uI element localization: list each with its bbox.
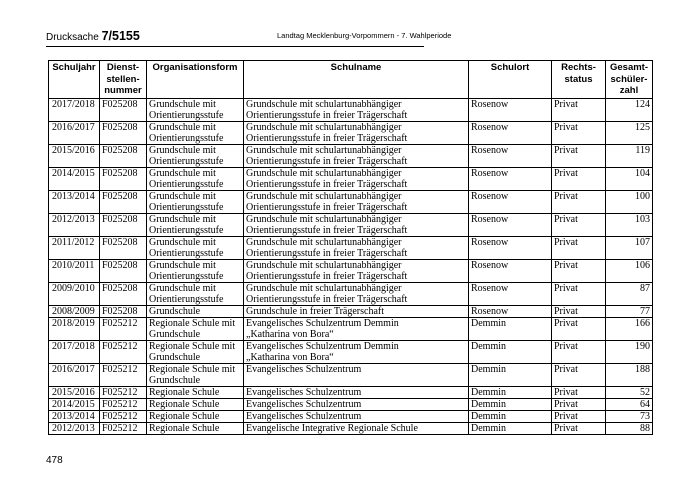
cell-schulort: Demmin [469, 410, 552, 422]
cell-schuljahr: 2015/2016 [49, 386, 100, 398]
cell-gesamtschuelerzahl: 77 [606, 305, 653, 317]
cell-rechtsstatus: Privat [552, 410, 606, 422]
cell-schulname: Evangelische Integrative Regionale Schule [244, 422, 469, 434]
cell-rechtsstatus: Privat [552, 340, 606, 363]
cell-schulname: Grundschule mit schulartunabhängiger Orientierungsstufe in freier Trägerschaft [244, 213, 469, 236]
cell-gesamtschuelerzahl: 73 [606, 410, 653, 422]
cell-rechtsstatus: Privat [552, 213, 606, 236]
table-row [49, 98, 653, 121]
cell-rechtsstatus: Privat [552, 236, 606, 259]
cell-schulname: Evangelisches Schulzentrum [244, 386, 469, 398]
cell-schuljahr: 2013/2014 [49, 190, 100, 213]
cell-schulort: Demmin [469, 363, 552, 386]
table-row [49, 410, 653, 422]
cell-organisationsform: Grundschule mit Orientierungsstufe [147, 167, 244, 190]
table-row [49, 190, 653, 213]
cell-organisationsform: Regionale Schule mit Grundschule [147, 317, 244, 340]
cell-dienststellennummer: F025212 [100, 386, 147, 398]
col-header-schulort: Schulort [469, 61, 552, 99]
cell-rechtsstatus: Privat [552, 259, 606, 282]
cell-schulort: Rosenow [469, 121, 552, 144]
table-row [49, 363, 653, 386]
col-header-schuljahr: Schuljahr [49, 61, 100, 99]
cell-gesamtschuelerzahl: 125 [606, 121, 653, 144]
table-header-row [49, 61, 653, 99]
cell-schulort: Rosenow [469, 98, 552, 121]
cell-schulname: Grundschule mit schulartunabhängiger Orientierungsstufe in freier Trägerschaft [244, 144, 469, 167]
cell-rechtsstatus: Privat [552, 422, 606, 434]
cell-gesamtschuelerzahl: 100 [606, 190, 653, 213]
cell-organisationsform: Grundschule [147, 305, 244, 317]
table-row [49, 213, 653, 236]
cell-organisationsform: Grundschule mit Orientierungsstufe [147, 98, 244, 121]
cell-schulort: Rosenow [469, 167, 552, 190]
cell-organisationsform: Regionale Schule mit Grundschule [147, 363, 244, 386]
cell-schuljahr: 2012/2013 [49, 422, 100, 434]
col-header-schulname: Schulname [244, 61, 469, 99]
document-reference [46, 29, 140, 43]
cell-gesamtschuelerzahl: 107 [606, 236, 653, 259]
cell-schuljahr: 2012/2013 [49, 213, 100, 236]
table-row [49, 398, 653, 410]
table-row [49, 167, 653, 190]
col-header-organisationsform: Organisationsform [147, 61, 244, 99]
cell-rechtsstatus: Privat [552, 121, 606, 144]
cell-schulort: Rosenow [469, 213, 552, 236]
cell-dienststellennummer: F025208 [100, 144, 147, 167]
table-body [49, 98, 653, 434]
table-row [49, 305, 653, 317]
cell-schulname: Evangelisches Schulzentrum [244, 398, 469, 410]
cell-schulname: Grundschule mit schulartunabhängiger Orientierungsstufe in freier Trägerschaft [244, 98, 469, 121]
cell-gesamtschuelerzahl: 52 [606, 386, 653, 398]
cell-rechtsstatus: Privat [552, 386, 606, 398]
cell-dienststellennummer: F025208 [100, 121, 147, 144]
cell-organisationsform: Regionale Schule [147, 410, 244, 422]
cell-schulname: Evangelisches Schulzentrum Demmin „Katharina von Bora“ [244, 317, 469, 340]
col-header-rechtsstatus: Rechts- status [552, 61, 606, 99]
cell-organisationsform: Grundschule mit Orientierungsstufe [147, 121, 244, 144]
cell-schuljahr: 2014/2015 [49, 167, 100, 190]
col-header-dienststellennummer: Dienst- stellen- nummer [100, 61, 147, 99]
cell-dienststellennummer: F025208 [100, 98, 147, 121]
cell-rechtsstatus: Privat [552, 305, 606, 317]
cell-dienststellennummer: F025208 [100, 282, 147, 305]
cell-rechtsstatus: Privat [552, 190, 606, 213]
cell-gesamtschuelerzahl: 166 [606, 317, 653, 340]
table-row [49, 121, 653, 144]
cell-schuljahr: 2016/2017 [49, 363, 100, 386]
cell-dienststellennummer: F025208 [100, 213, 147, 236]
cell-schulort: Rosenow [469, 259, 552, 282]
cell-rechtsstatus: Privat [552, 398, 606, 410]
cell-schulname: Grundschule in freier Trägerschaft [244, 305, 469, 317]
cell-dienststellennummer: F025212 [100, 398, 147, 410]
cell-schulort: Demmin [469, 398, 552, 410]
cell-dienststellennummer: F025208 [100, 167, 147, 190]
table-row [49, 386, 653, 398]
cell-organisationsform: Regionale Schule [147, 386, 244, 398]
cell-schulort: Rosenow [469, 144, 552, 167]
cell-schulname: Grundschule mit schulartunabhängiger Orientierungsstufe in freier Trägerschaft [244, 167, 469, 190]
cell-gesamtschuelerzahl: 119 [606, 144, 653, 167]
cell-schuljahr: 2008/2009 [49, 305, 100, 317]
cell-schulname: Grundschule mit schulartunabhängiger Orientierungsstufe in freier Trägerschaft [244, 121, 469, 144]
cell-organisationsform: Grundschule mit Orientierungsstufe [147, 213, 244, 236]
cell-schulort: Demmin [469, 317, 552, 340]
cell-schulort: Demmin [469, 422, 552, 434]
cell-organisationsform: Regionale Schule [147, 422, 244, 434]
cell-organisationsform: Regionale Schule [147, 398, 244, 410]
table-row [49, 144, 653, 167]
cell-schuljahr: 2017/2018 [49, 98, 100, 121]
cell-organisationsform: Grundschule mit Orientierungsstufe [147, 144, 244, 167]
table-row [49, 236, 653, 259]
cell-dienststellennummer: F025212 [100, 422, 147, 434]
cell-schulname: Evangelisches Schulzentrum [244, 410, 469, 422]
cell-rechtsstatus: Privat [552, 317, 606, 340]
cell-rechtsstatus: Privat [552, 144, 606, 167]
cell-schuljahr: 2010/2011 [49, 259, 100, 282]
cell-schulort: Demmin [469, 340, 552, 363]
cell-gesamtschuelerzahl: 188 [606, 363, 653, 386]
cell-gesamtschuelerzahl: 104 [606, 167, 653, 190]
cell-dienststellennummer: F025212 [100, 317, 147, 340]
cell-organisationsform: Grundschule mit Orientierungsstufe [147, 282, 244, 305]
cell-dienststellennummer: F025212 [100, 363, 147, 386]
cell-gesamtschuelerzahl: 87 [606, 282, 653, 305]
cell-organisationsform: Regionale Schule mit Grundschule [147, 340, 244, 363]
cell-schulname: Evangelisches Schulzentrum [244, 363, 469, 386]
cell-dienststellennummer: F025208 [100, 190, 147, 213]
cell-schulname: Grundschule mit schulartunabhängiger Orientierungsstufe in freier Trägerschaft [244, 282, 469, 305]
cell-schulname: Grundschule mit schulartunabhängiger Orientierungsstufe in freier Trägerschaft [244, 236, 469, 259]
table-row [49, 259, 653, 282]
cell-gesamtschuelerzahl: 106 [606, 259, 653, 282]
cell-schuljahr: 2016/2017 [49, 121, 100, 144]
cell-gesamtschuelerzahl: 124 [606, 98, 653, 121]
cell-gesamtschuelerzahl: 190 [606, 340, 653, 363]
cell-schulname: Grundschule mit schulartunabhängiger Orientierungsstufe in freier Trägerschaft [244, 259, 469, 282]
cell-dienststellennummer: F025208 [100, 236, 147, 259]
cell-schulort: Rosenow [469, 282, 552, 305]
drucksache-label: Drucksache [46, 32, 99, 43]
parliament-header: Landtag Mecklenburg-Vorpommern - 7. Wahlperiode [277, 31, 452, 40]
cell-schulort: Rosenow [469, 190, 552, 213]
cell-gesamtschuelerzahl: 64 [606, 398, 653, 410]
cell-gesamtschuelerzahl: 103 [606, 213, 653, 236]
cell-schulort: Demmin [469, 386, 552, 398]
cell-schuljahr: 2015/2016 [49, 144, 100, 167]
cell-schuljahr: 2014/2015 [49, 398, 100, 410]
cell-rechtsstatus: Privat [552, 282, 606, 305]
table-row [49, 282, 653, 305]
cell-schulname: Grundschule mit schulartunabhängiger Orientierungsstufe in freier Trägerschaft [244, 190, 469, 213]
cell-schulort: Rosenow [469, 305, 552, 317]
drucksache-number: 7/5155 [101, 29, 140, 43]
table-row [49, 317, 653, 340]
table-row [49, 340, 653, 363]
cell-dienststellennummer: F025212 [100, 410, 147, 422]
cell-dienststellennummer: F025212 [100, 340, 147, 363]
cell-schuljahr: 2017/2018 [49, 340, 100, 363]
cell-dienststellennummer: F025208 [100, 259, 147, 282]
col-header-gesamtschuelerzahl: Gesamt- schüler- zahl [606, 61, 653, 99]
schools-table [48, 60, 653, 435]
cell-organisationsform: Grundschule mit Orientierungsstufe [147, 259, 244, 282]
cell-schulort: Rosenow [469, 236, 552, 259]
page-number: 478 [46, 455, 63, 466]
header-rule [46, 46, 424, 47]
cell-organisationsform: Grundschule mit Orientierungsstufe [147, 236, 244, 259]
cell-rechtsstatus: Privat [552, 363, 606, 386]
cell-schuljahr: 2018/2019 [49, 317, 100, 340]
table-row [49, 422, 653, 434]
cell-rechtsstatus: Privat [552, 167, 606, 190]
cell-schuljahr: 2013/2014 [49, 410, 100, 422]
cell-schuljahr: 2011/2012 [49, 236, 100, 259]
cell-gesamtschuelerzahl: 88 [606, 422, 653, 434]
cell-rechtsstatus: Privat [552, 98, 606, 121]
cell-schulname: Evangelisches Schulzentrum Demmin „Katharina von Bora“ [244, 340, 469, 363]
cell-dienststellennummer: F025208 [100, 305, 147, 317]
cell-organisationsform: Grundschule mit Orientierungsstufe [147, 190, 244, 213]
cell-schuljahr: 2009/2010 [49, 282, 100, 305]
